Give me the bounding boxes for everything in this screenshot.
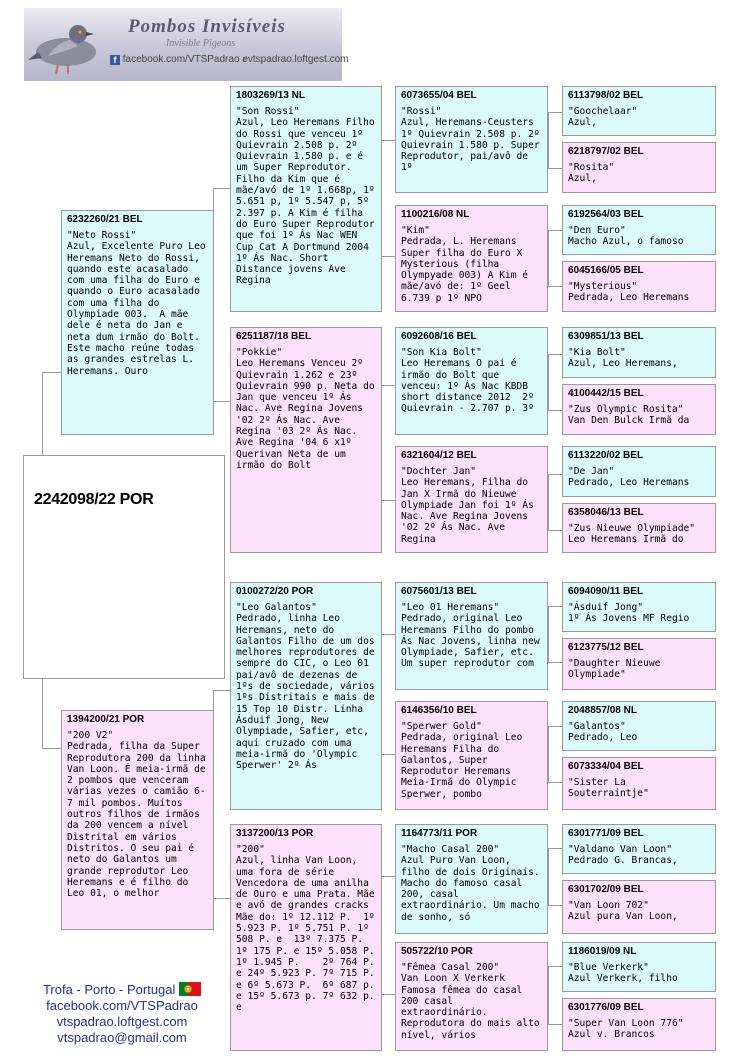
footer-facebook[interactable]: facebook.com/VTSPadrao <box>46 998 198 1013</box>
bird-ring-id: 2048857/08 NL <box>568 705 637 716</box>
bird-description: "Daughter Nieuwe Olympiade" <box>568 658 667 681</box>
gg-grandparent-box[interactable] <box>562 757 716 810</box>
bird-description: "Macho Casal 200" Azul Puro Van Loon, filho de dois Originais. Macho do famoso casal 200, casal extraordinário. Um macho de sonho, só <box>401 844 540 923</box>
subject-ring-id: 2242098/22 POR <box>34 491 154 508</box>
bird-ring-id: 6113798/02 BEL <box>568 90 644 101</box>
gg-grandparent-box[interactable] <box>562 384 716 435</box>
footer-contact <box>24 982 220 1046</box>
header-title: Pombos Invisíveis <box>128 16 286 37</box>
great-grandparent-box[interactable] <box>395 824 548 934</box>
bird-ring-id: 6123775/12 BEL <box>568 642 644 653</box>
bird-ring-id: 6309851/13 BEL <box>568 331 644 342</box>
gg-grandparent-box[interactable] <box>562 205 716 255</box>
header-subtitle: Invisible Pigeons <box>166 38 236 49</box>
bird-description: "Blue Verkerk" Azul Verkerk, filho <box>568 962 678 985</box>
great-grandparent-box[interactable] <box>395 327 548 435</box>
great-grandparent-box[interactable] <box>395 701 548 810</box>
bird-ring-id: 6073334/04 BEL <box>568 761 644 772</box>
bird-description: "Fêmea Casal 200" Van Loon X Verkerk Famosa fêmea do casal 200 casal extraordinário. Reprodutora do mais alto nível, vários <box>401 962 540 1041</box>
gg-grandparent-box[interactable] <box>562 86 716 136</box>
bird-description: "Ásduif Jong" 1º Ás Jovens MF Regio <box>568 602 690 625</box>
great-grandparent-box[interactable] <box>395 446 548 553</box>
bird-description: "Dochter Jan" Leo Heremans, Filha do Jan X Irmã do Nieuwe Olympiade Jan foi 1º Ás Nac. Ave Regina Jovens '02 2º Ás Nac. Ave Regina <box>401 466 534 545</box>
bird-description: "Super Van Loon 776" Azul v. Brancos <box>568 1018 684 1041</box>
e-logo-icon: e <box>242 54 248 65</box>
bird-description: "Rosita" Azul, <box>568 162 615 185</box>
bird-ring-id: 505722/10 POR <box>401 946 473 957</box>
header-links <box>110 54 348 65</box>
bird-description: "Galantos" Pedrado, Leo <box>568 721 638 744</box>
bird-ring-id: 6192564/03 BEL <box>568 209 644 220</box>
grandparent-box[interactable] <box>230 327 382 553</box>
bird-description: "Rossi" Azul, Heremans-Ceusters 1º Quievrain 2.508 p. 2º Quievrain 1.580 p. Super Reprodutor, pai/avô de 1º <box>401 106 540 174</box>
bird-description: "Valdano Van Loon" Pedrado G. Brancas, <box>568 844 678 867</box>
gg-grandparent-box[interactable] <box>562 998 716 1051</box>
gg-grandparent-box[interactable] <box>562 327 716 378</box>
bird-ring-id: 0100272/20 POR <box>236 586 314 597</box>
bird-ring-id: 1164773/11 POR <box>401 828 478 839</box>
header-facebook-link[interactable]: facebook.com/VTSPadrao <box>122 54 240 65</box>
pigeon-logo-icon <box>28 12 108 80</box>
bird-description: "Van Loon 702" Azul pura Van Loon, <box>568 900 678 923</box>
bird-ring-id: 6113220/02 BEL <box>568 450 644 461</box>
grandparent-box[interactable] <box>230 582 382 810</box>
bird-description: "Mysterious" Pedrada, Leo Heremans <box>568 281 690 304</box>
bird-description: "Sister La Souterraintje" <box>568 777 649 800</box>
gg-grandparent-box[interactable] <box>562 446 716 497</box>
great-grandparent-box[interactable] <box>395 86 548 193</box>
gg-grandparent-box[interactable] <box>562 701 716 751</box>
bird-description: "Zus Olympic Rosita" Van Den Bulck Irmã da <box>568 404 690 427</box>
bird-description: "Son Rossi" Azul, Leo Heremans Filho do Rossi que venceu 1º Quievrain 2.508 p. 2º Quievrain 1.580 p. e é um Super Reprodutor. Filho da Kim que é mãe/avó de 1º 1.668p, 1º 5.651 p, 1º 5.547 p, 5º 2.397 p. A Kim é filha do Euro Super Reprodutor que foi 1º Ás Nac WEN Cup Cat A Dortmund 2004 1º Ás Nac. Short Distance jovens Ave Regina <box>236 106 375 287</box>
gg-grandparent-box[interactable] <box>562 638 716 690</box>
gg-grandparent-box[interactable] <box>562 261 716 312</box>
bird-ring-id: 1186019/09 NL <box>568 946 637 957</box>
footer-email[interactable]: vtspadrao@gmail.com <box>57 1030 187 1045</box>
bird-description: "De Jan" Pedrado, Leo Heremans <box>568 466 690 489</box>
bird-ring-id: 6075601/13 BEL <box>401 586 477 597</box>
bird-ring-id: 1394200/21 POR <box>67 714 145 725</box>
grandparent-box[interactable] <box>230 824 382 1051</box>
bird-ring-id: 6218797/02 BEL <box>568 146 644 157</box>
bird-ring-id: 6045166/05 BEL <box>568 265 644 276</box>
bird-description: "200" Azul, linha Van Loon, uma fora de série Vencedora de uma anilha de Ouro e uma Prata. Mãe e avó de grandes cracks Mãe do: 1º 12.112 P. 1º 5.923 P. 1º 5.751 P. 1º 508 P. e 13º 7.375 P. 1º 175 P. e 15º 5.058 P. 1º 1.945 P. 2º 764 P. e 24º 5.923 P. 7º 715 P. e 6º 5.673 P. 6º 687 p. e 15º 5.673 p. 7º 632 p. e <box>236 844 375 1014</box>
bird-ring-id: 6073655/04 BEL <box>401 90 477 101</box>
grandparent-box[interactable] <box>230 86 382 312</box>
gg-grandparent-box[interactable] <box>562 582 716 632</box>
bird-ring-id: 4100442/15 BEL <box>568 388 644 399</box>
gg-grandparent-box[interactable] <box>562 503 716 553</box>
bird-ring-id: 6094090/11 BEL <box>568 586 644 597</box>
bird-ring-id: 6251187/18 BEL <box>236 331 312 342</box>
sire-box[interactable] <box>61 210 214 435</box>
bird-description: "Leo 01 Heremans" Pedrado, original Leo Heremans Filho do pombo Ás Nac Jovens, linha new Olympiade, Safier, etc. Um super reprodutor com <box>401 602 540 670</box>
subject-box <box>23 455 225 679</box>
bird-ring-id: 6301776/09 BEL <box>568 1002 644 1013</box>
bird-description: "Kia Bolt" Azul, Leo Heremans, <box>568 347 678 370</box>
gg-grandparent-box[interactable] <box>562 142 716 193</box>
bird-description: "Zus Nieuwe Olympiade" Leo Heremans Irmã do <box>568 523 696 546</box>
bird-ring-id: 6301771/09 BEL <box>568 828 644 839</box>
footer-location-line <box>24 982 220 998</box>
bird-description: "Son Kia Bolt" Leo Heremans O pai é irmão do Bolt que venceu: 1º Ás Nac KBDB short distance 2012 2º Quievrain - 2.707 p. 3º <box>401 347 534 415</box>
header-banner <box>24 8 349 81</box>
bird-ring-id: 3137200/13 POR <box>236 828 314 839</box>
bird-description: "Goochelaar" Azul, <box>568 106 638 129</box>
great-grandparent-box[interactable] <box>395 205 548 312</box>
facebook-icon: f <box>110 55 120 65</box>
bird-ring-id: 6146356/10 BEL <box>401 705 477 716</box>
gg-grandparent-box[interactable] <box>562 880 716 934</box>
dam-box[interactable] <box>61 710 214 930</box>
bird-description: "Den Euro" Macho Azul, o famoso <box>568 225 684 248</box>
bird-ring-id: 6301702/09 BEL <box>568 884 644 895</box>
bird-description: "Pokkie" Leo Heremans Venceu 2º Quievrain 1.262 e 23º Quievrain 990 p. Neta do Jan que venceu 1º Ás Nac. Ave Regina Jovens '02 2º Ás Nac. Ave Regina '03 2º Ás Nac. Ave Regina '04 6 x1º Querivan Neta de um irmão do Bolt <box>236 347 375 471</box>
bird-description: "Kim" Pedrada, L. Heremans Super filha do Euro X Mysterious (filha Olympyade 003) A Kim é mãe/avó de: 1º Geel 6.739 p 1º NPO <box>401 225 529 304</box>
great-grandparent-box[interactable] <box>395 942 548 1051</box>
bird-description: "Sperwer Gold" Pedrada, original Leo Heremans Filha do Galantos, Super Reprodutor Heremans Meia-Irmã do Olympic Sperwer, pombo <box>401 721 523 800</box>
bird-ring-id: 6358046/13 BEL <box>568 507 644 518</box>
footer-site[interactable]: vtspadrao.loftgest.com <box>56 1014 188 1029</box>
gg-grandparent-box[interactable] <box>562 824 716 874</box>
bird-ring-id: 6321604/12 BEL <box>401 450 477 461</box>
bird-ring-id: 1100216/08 NL <box>401 209 470 220</box>
bird-description: "Neto Rossi" Azul, Excelente Puro Leo Heremans Neto do Rossi, quando este acasalado com uma filha do Euro e quando o Euro acasalado com uma filha do Olympiade 003. A mãe dele é neta do Jan e neta dum irmão do Bolt. Este macho reúne todas as grandes estrelas L. Heremans. Ouro <box>67 230 206 377</box>
bird-ring-id: 6232260/21 BEL <box>67 214 143 225</box>
header-site-link[interactable]: vtspadrao.loftgest.com <box>247 54 349 65</box>
bird-ring-id: 6092608/16 BEL <box>401 331 477 342</box>
bird-description: "Leo Galantos" Pedrado, linha Leo Heremans, neto do Galantos Filho de um dos melhores reprodutores de sempre do CIC, o Leo 01 pai/avô de dezenas de 1ºs de sociedade, vários 1ºs Distritais e mais de 15 Top 10 Distr. Linha Ásduif Jong, New Olympiade, Safier, etc, aqui cruzado com uma meia-irmã do 'Olympic Sperwer' 2º Ás <box>236 602 375 772</box>
bird-description: "200 V2" Pedrada, filha da Super Reprodutora 200 da linha Van Loon. É meia-irmã de 2 pombos que venceram várias vezes o camião 6-7 mil pombos. Muitos outros filhos de irmãos da 200 vencem a nível Distrital em vários Distritos. O seu pai é neto do Galantos um grande reprodutor Leo Heremans e é filho do Leo 01, o melhor <box>67 730 206 900</box>
bird-ring-id: 1803269/13 NL <box>236 90 305 101</box>
footer-location: Trofa - Porto - Portugal <box>42 982 176 997</box>
great-grandparent-box[interactable] <box>395 582 548 690</box>
gg-grandparent-box[interactable] <box>562 942 716 992</box>
portugal-flag-icon <box>179 982 201 996</box>
